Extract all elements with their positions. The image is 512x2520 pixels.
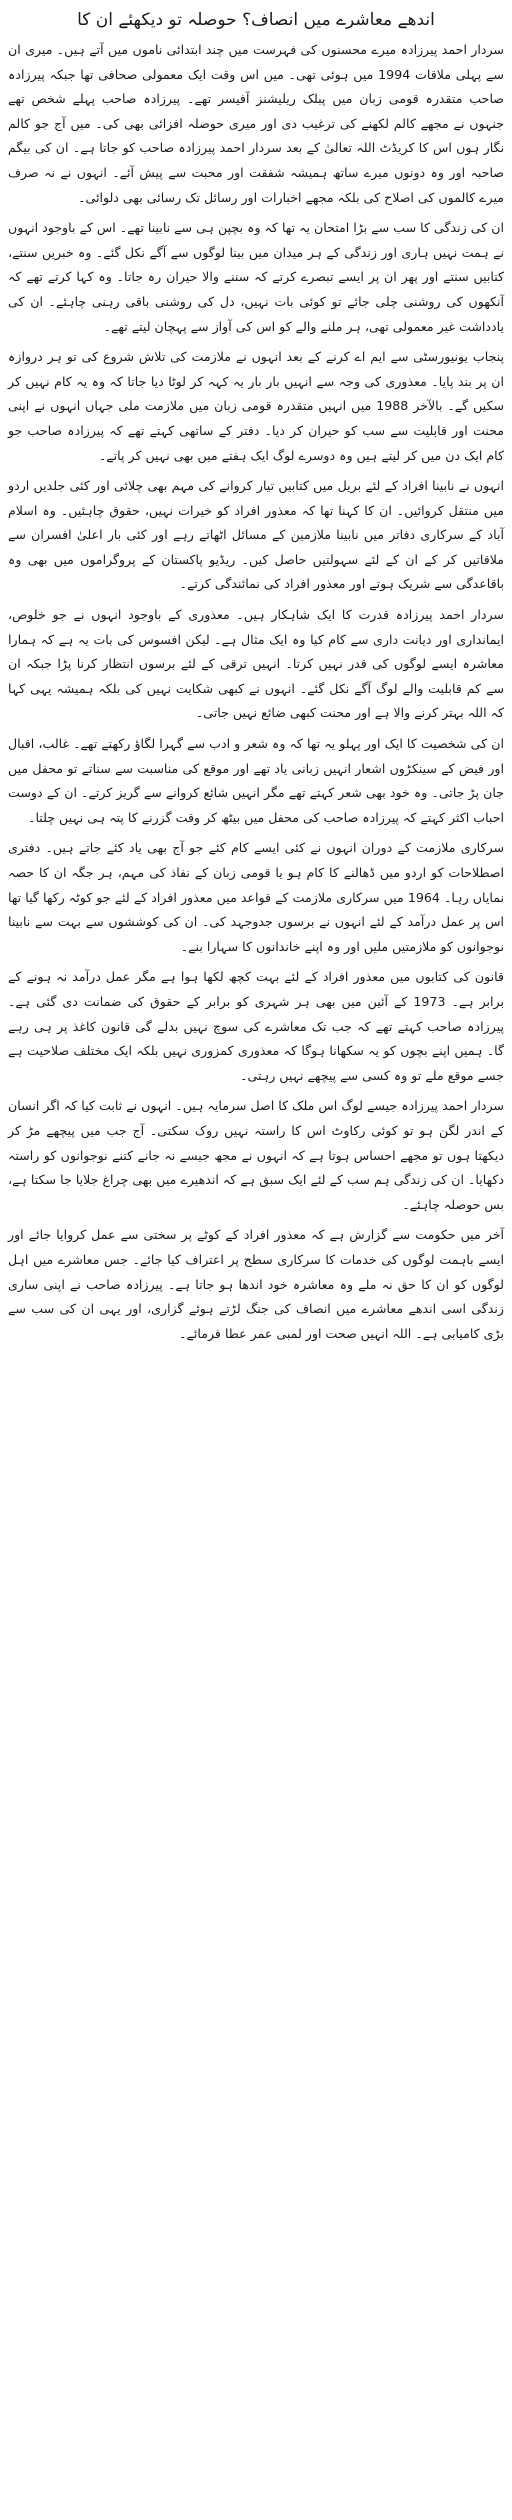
article-paragraph: انہوں نے نابینا افراد کے لئے بریل میں کتابیں تیار کروانے کی مہم بھی چلائی اور کئی جلدیں اردو میں منتقل کروائیں۔ ان کا کہنا تھا کہ معذور افراد کو خیرات نہیں، حقوق چاہئیں۔ وہ اسلام آباد کے سرکاری دفاتر میں نابینا ملازمین کے مسائل اٹھاتے رہے اور کئی بار اعلیٰ افسران سے ملاقاتیں کر کے ان کے لئے سہولتیں حاصل کیں۔ ریڈیو پاکستان کے پروگراموں میں بھی وہ باقاعدگی سے شریک ہوتے اور معذور افراد کی نمائندگی کرتے۔: [8, 478, 504, 592]
article-paragraph: ان کی زندگی کا سب سے بڑا امتحان یہ تھا کہ وہ بچپن ہی سے نابینا تھے۔ اس کے باوجود انہوں نے ہمت نہیں ہاری اور زندگی کے ہر میدان میں بینا لوگوں سے آگے نکل گئے۔ وہ خبریں سنتے، کتابیں سنتے اور پھر ان پر ایسے تبصرے کرتے کہ سننے والا حیران رہ جاتا۔ وہ کہا کرتے تھے کہ آنکھوں کی روشنی چلی جائے تو کوئی بات نہیں، دل کی روشنی باقی رہنی چاہئے۔ ان کی یادداشت غیر معمولی تھی، ہر ملنے والے کو اس کی آواز سے پہچان لیتے تھے۔: [8, 220, 504, 334]
article-paragraph: سردار احمد پیرزادہ میرے محسنوں کی فہرست میں چند ابتدائی ناموں میں آتے ہیں۔ میری ان سے پہلی ملاقات 1994 میں ہوئی تھی۔ میں اس وقت ایک معمولی صحافی تھا جبکہ پیرزادہ صاحب متقدرہ قومی زبان میں پبلک ریلیشنز آفیسر تھے۔ پیرزادہ صاحب پہلے شخص تھے جنہوں نے مجھے کالم لکھنے کی ترغیب دی اور میری حوصلہ افزائی بھی کی۔ میں آج جو کالم نگار ہوں اس کا کریڈٹ اللہ تعالیٰ کے بعد سردار احمد پیرزادہ صاحب کو جاتا ہے۔ ان کی بیگم صاحبہ اور وہ دونوں میرے ساتھ ہمیشہ شفقت اور محبت سے پیش آئے۔ انہوں نے نہ صرف میرے کالموں کی اصلاح کی بلکہ مجھے اخبارات اور رسائل تک رسائی بھی دلوائی۔: [8, 42, 504, 205]
article-paragraph: آخر میں حکومت سے گزارش ہے کہ معذور افراد کے کوٹے پر سختی سے عمل کروایا جائے اور ایسے باہمت لوگوں کی خدمات کا سرکاری سطح پر اعتراف کیا جائے۔ جس معاشرے میں اہل لوگوں کو ان کا حق نہ ملے وہ معاشرہ خود اندھا ہو جاتا ہے۔ پیرزادہ صاحب نے اپنی ساری زندگی اسی اندھے معاشرے میں انصاف کی جنگ لڑتے ہوئے گزاری، اور یہی ان کی سب سے بڑی کامیابی ہے۔ اللہ انہیں صحت اور لمبی عمر عطا فرمائے۔: [8, 1227, 504, 1341]
article-paragraph: سردار احمد پیرزادہ قدرت کا ایک شاہکار ہیں۔ معذوری کے باوجود انہوں نے جو خلوص، ایمانداری اور دیانت داری سے کام کیا وہ ایک مثال ہے۔ لیکن افسوس کی بات یہ ہے کہ ہمارا معاشرہ ایسے لوگوں کی قدر نہیں کرتا۔ انہیں ترقی کے لئے برسوں انتظار کرنا پڑا جبکہ ان سے کم قابلیت والے لوگ آگے نکل گئے۔ انہوں نے کبھی شکایت نہیں کی بلکہ ہمیشہ یہی کہا کہ اللہ بہتر کرنے والا ہے اور محنت کبھی ضائع نہیں جاتی۔: [8, 607, 504, 721]
article-paragraph: ان کی شخصیت کا ایک اور پہلو یہ تھا کہ وہ شعر و ادب سے گہرا لگاؤ رکھتے تھے۔ غالب، اقبال اور فیض کے سینکڑوں اشعار انہیں زبانی یاد تھے اور موقع کی مناسبت سے سناتے تو محفل میں جان پڑ جاتی۔ وہ خود بھی شعر کہتے تھے مگر انہیں شائع کروانے سے گریز کرتے۔ ان کے دوست احباب اکثر کہتے کہ پیرزادہ صاحب کی محفل میں بیٹھ کر وقت گزرنے کا پتہ ہی نہیں چلتا۔: [8, 736, 504, 825]
article-paragraph: پنجاب یونیورسٹی سے ایم اے کرنے کے بعد انہوں نے ملازمت کی تلاش شروع کی تو ہر دروازہ ان پر بند پایا۔ معذوری کی وجہ سے انہیں بار بار یہ کہہ کر لوٹا دیا جاتا کہ وہ یہ کام نہیں کر سکیں گے۔ بالآخر 1988 میں انہیں متقدرہ قومی زبان میں ملازمت ملی جہاں انہوں نے اپنی محنت اور قابلیت سے سب کو حیران کر دیا۔ دفتر کے ساتھی کہتے تھے کہ پیرزادہ صاحب جو کام ایک دن میں کر لیتے ہیں وہ دوسرے لوگ ایک ہفتے میں بھی نہیں کر پاتے۔: [8, 349, 504, 463]
article-paragraph: قانون کی کتابوں میں معذور افراد کے لئے بہت کچھ لکھا ہوا ہے مگر عمل درآمد نہ ہونے کے برابر ہے۔ 1973 کے آئین میں بھی ہر شہری کو برابر کے حقوق کی ضمانت دی گئی ہے۔ پیرزادہ صاحب کہتے تھے کہ جب تک معاشرے کی سوچ نہیں بدلے گی قانون کاغذ پر ہی رہے گا۔ ہمیں اپنے بچوں کو یہ سکھانا ہوگا کہ معذوری کمزوری نہیں بلکہ ایک مختلف صلاحیت ہے جسے موقع ملے تو وہ کسی سے پیچھے نہیں رہتی۔: [8, 969, 504, 1083]
article-paragraph: سرکاری ملازمت کے دوران انہوں نے کئی ایسے کام کئے جو آج بھی یاد کئے جاتے ہیں۔ دفتری اصطلاحات کو اردو میں ڈھالنے کا کام ہو یا قومی زبان کے نفاذ کی مہم، ہر جگہ ان کا حصہ نمایاں رہا۔ 1964 میں سرکاری ملازمت کے قواعد میں معذور افراد کے لئے جو کوٹہ رکھا گیا تھا اس پر عمل درآمد کے لئے انہوں نے برسوں جدوجہد کی۔ ان کی کوششوں سے بہت سے نابینا نوجوانوں کو ملازمتیں ملیں اور وہ اپنے خاندانوں کا سہارا بنے۔: [8, 840, 504, 954]
article-headline: اندھے معاشرے میں انصاف؟ حوصلہ تو دیکھئے ان کا: [77, 10, 435, 30]
article-paragraph: سردار احمد پیرزادہ جیسے لوگ اس ملک کا اصل سرمایہ ہیں۔ انہوں نے ثابت کیا کہ اگر انسان کے اندر لگن ہو تو کوئی رکاوٹ اس کا راستہ نہیں روک سکتی۔ آج جب میں پیچھے مڑ کر دیکھتا ہوں تو مجھے احساس ہوتا ہے کہ انہوں نے مجھ جیسے نہ جانے کتنے نوجوانوں کو راستہ دکھایا۔ ان کی زندگی ہم سب کے لئے ایک سبق ہے کہ اندھیرے میں بھی چراغ جلایا جا سکتا ہے، بس حوصلہ چاہئے۔: [8, 1098, 504, 1212]
